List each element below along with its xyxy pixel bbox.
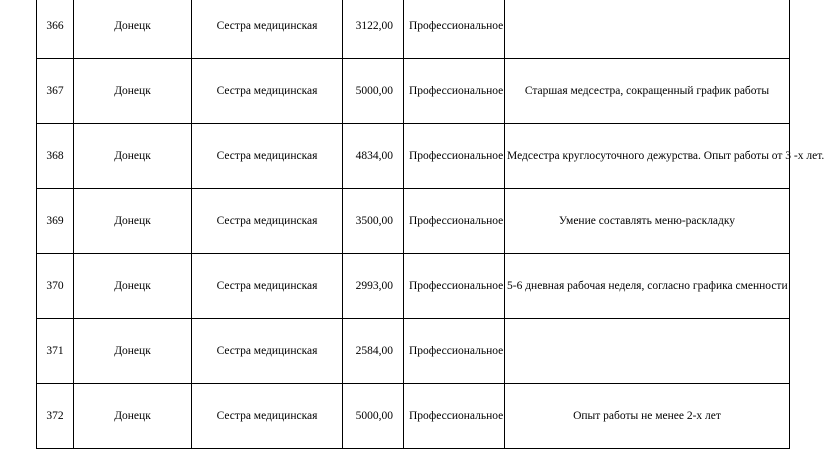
row-number: 369 <box>37 189 74 254</box>
salary-cell: 4834,00 <box>343 124 404 189</box>
salary-cell: 5000,00 <box>343 384 404 449</box>
education-cell: Профессиональное <box>404 124 505 189</box>
note-cell <box>505 319 790 384</box>
table-row <box>37 189 790 254</box>
city-cell: Донецк <box>74 124 192 189</box>
note-cell <box>505 0 790 59</box>
salary-cell: 3122,00 <box>343 0 404 59</box>
salary-cell: 5000,00 <box>343 59 404 124</box>
city-cell: Донецк <box>74 189 192 254</box>
city-cell: Донецк <box>74 254 192 319</box>
row-number: 372 <box>37 384 74 449</box>
city-cell: Донецк <box>74 0 192 59</box>
row-number: 370 <box>37 254 74 319</box>
row-number: 368 <box>37 124 74 189</box>
education-cell: Профессиональное <box>404 384 505 449</box>
note-cell: Умение составлять меню-раскладку <box>505 189 790 254</box>
note-cell: Опыт работы не менее 2-х лет <box>505 384 790 449</box>
position-cell: Сестра медицинская <box>192 59 343 124</box>
row-number: 367 <box>37 59 74 124</box>
row-number: 371 <box>37 319 74 384</box>
city-cell: Донецк <box>74 384 192 449</box>
position-cell: Сестра медицинская <box>192 384 343 449</box>
table-row <box>37 124 790 189</box>
table-row <box>37 384 790 449</box>
salary-cell: 3500,00 <box>343 189 404 254</box>
table-row <box>37 0 790 59</box>
note-cell: Старшая медсестра, сокращенный график работы <box>505 59 790 124</box>
education-cell: Профессиональное <box>404 254 505 319</box>
education-cell: Профессиональное <box>404 59 505 124</box>
table-row <box>37 59 790 124</box>
city-cell: Донецк <box>74 319 192 384</box>
salary-cell: 2584,00 <box>343 319 404 384</box>
city-cell: Донецк <box>74 59 192 124</box>
education-cell: Профессиональное <box>404 189 505 254</box>
education-cell: Профессиональное <box>404 319 505 384</box>
table-row <box>37 319 790 384</box>
position-cell: Сестра медицинская <box>192 189 343 254</box>
row-number: 366 <box>37 0 74 59</box>
note-cell: Медсестра круглосуточного дежурства. Опыт работы от 3 -х лет. <box>505 124 790 189</box>
position-cell: Сестра медицинская <box>192 254 343 319</box>
education-cell: Профессиональное <box>404 0 505 59</box>
position-cell: Сестра медицинская <box>192 0 343 59</box>
vacancy-table <box>36 0 824 449</box>
table-row <box>37 254 790 319</box>
salary-cell: 2993,00 <box>343 254 404 319</box>
note-cell: 5-6 дневная рабочая неделя, согласно графика сменности <box>505 254 790 319</box>
position-cell: Сестра медицинская <box>192 124 343 189</box>
position-cell: Сестра медицинская <box>192 319 343 384</box>
